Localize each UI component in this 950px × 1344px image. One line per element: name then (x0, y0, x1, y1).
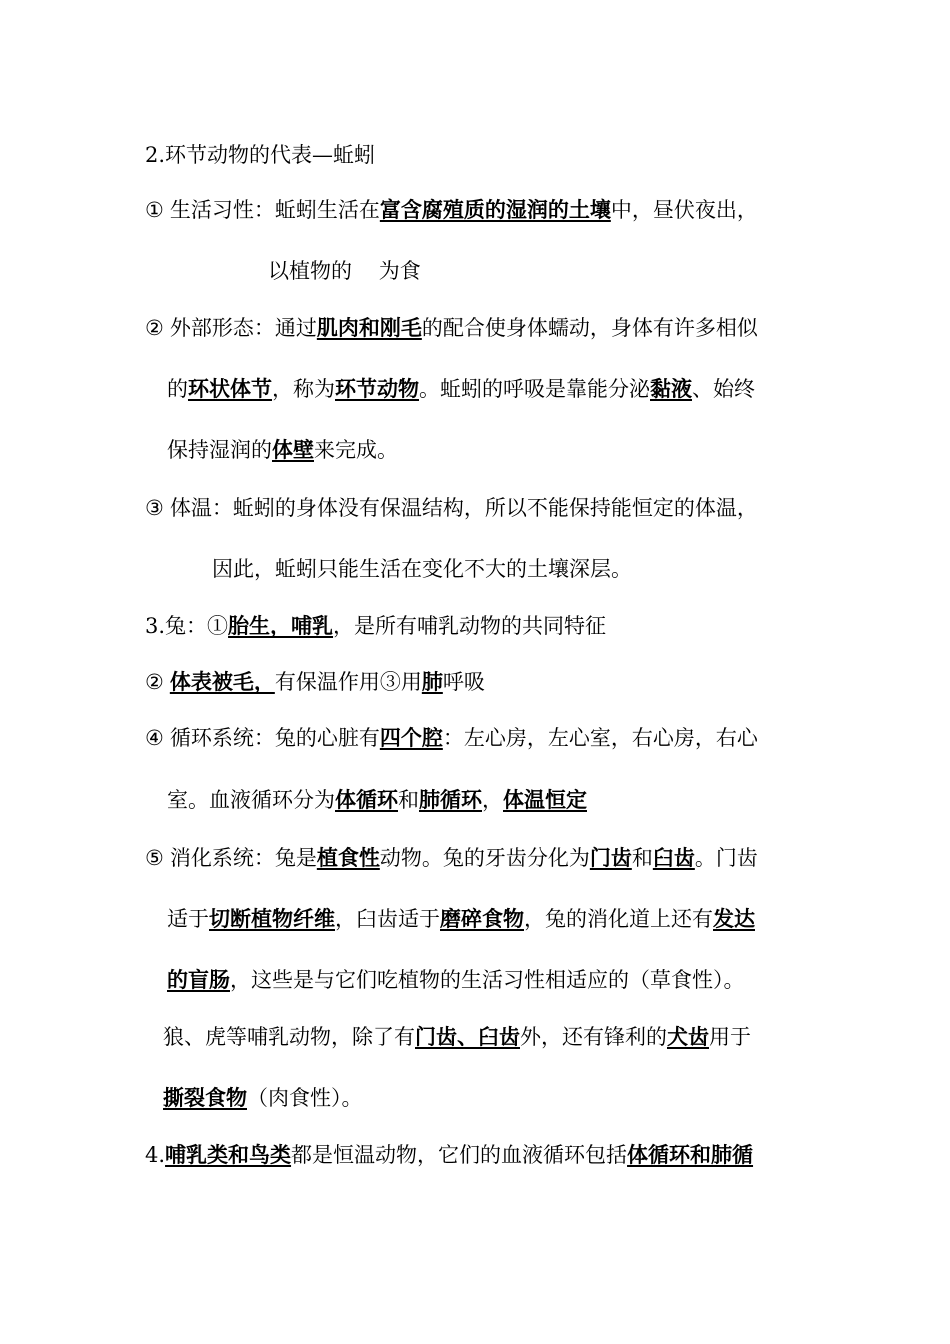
key-term: 体循环 (335, 787, 398, 812)
key-term: 肺 (421, 669, 443, 694)
text-line-10 (145, 668, 485, 696)
key-term: 四个腔 (379, 725, 443, 750)
text-segment: 动物。兔的牙齿分化为 (379, 846, 590, 870)
key-term: 环节动物 (335, 376, 419, 401)
text-segment: 循环系统：兔的心脏有 (169, 726, 380, 750)
text-segment: ，这些是与它们吃植物的生活习性相适应的（草食性）。 (230, 968, 745, 992)
text-segment: 都是恒温动物，它们的血液循环包括 (291, 1143, 628, 1167)
text-segment: 外部形态：通过 (169, 316, 317, 340)
list-number: ④ (145, 726, 164, 750)
text-segment: 为食 (378, 259, 421, 283)
text-segment: 的配合使身体蠕动，身体有许多相似 (421, 316, 758, 340)
text-segment (352, 259, 379, 283)
key-term: 体表被毛， (169, 669, 275, 694)
text-segment: 以植物的 (268, 259, 352, 283)
key-term: 哺乳类和鸟类 (165, 1142, 292, 1167)
text-segment: 3.兔：① (145, 614, 229, 638)
text-segment: 室。血液循环分为 (167, 788, 335, 812)
key-term: 门齿、臼齿 (415, 1024, 520, 1049)
text-segment: 来完成。 (314, 438, 398, 462)
text-line-3 (268, 257, 421, 285)
text-segment: ：左心房，左心室，右心房，右心 (442, 726, 758, 750)
text-segment: 因此，蚯蚓只能生活在变化不大的土壤深层。 (212, 557, 632, 581)
key-term: 磨碎食物 (440, 906, 524, 931)
text-segment: 狼、虎等哺乳动物，除了有 (163, 1025, 415, 1049)
key-term: 门齿 (589, 845, 632, 870)
text-line-9 (145, 612, 606, 640)
key-term: 植食性 (316, 845, 380, 870)
key-term: 体循环和肺循 (627, 1142, 754, 1167)
key-term: 肺循环 (419, 787, 482, 812)
text-segment: 生活习性：蚯蚓生活在 (169, 198, 380, 222)
text-segment: 有保温作用③用 (274, 670, 422, 694)
list-number: ① (145, 198, 164, 222)
text-segment: ，兔的消化道上还有 (524, 907, 713, 931)
text-line-15 (167, 966, 745, 994)
text-segment: 的 (167, 377, 188, 401)
text-line-8 (212, 555, 632, 583)
text-line-6 (167, 436, 398, 464)
key-term: 臼齿 (652, 845, 695, 870)
text-segment: 保持湿润的 (167, 438, 272, 462)
text-line-16 (163, 1023, 751, 1051)
text-segment: 4. (145, 1143, 166, 1167)
text-segment: 中，昼伏夜出， (610, 198, 758, 222)
text-segment: 和 (631, 846, 653, 870)
key-term: 体温恒定 (503, 787, 587, 812)
text-segment: （肉食性）。 (247, 1086, 363, 1110)
text-line-12 (167, 786, 587, 814)
key-term: 发达 (713, 906, 755, 931)
text-segment: 适于 (167, 907, 209, 931)
text-line-1 (145, 141, 375, 169)
key-term: 切断植物纤维 (209, 906, 335, 931)
text-line-18 (145, 1141, 753, 1169)
key-term: 的盲肠 (167, 967, 230, 992)
text-segment: 用于 (709, 1025, 751, 1049)
text-segment: 消化系统：兔是 (169, 846, 317, 870)
text-line-13 (145, 844, 758, 872)
key-term: 环状体节 (188, 376, 272, 401)
text-line-5 (167, 375, 755, 403)
list-number: ② (145, 670, 164, 694)
key-term: 犬齿 (667, 1024, 709, 1049)
text-segment: ，是所有哺乳动物的共同特征 (333, 614, 607, 638)
text-segment: 、始终 (692, 377, 755, 401)
text-line-2 (145, 196, 758, 224)
key-term: 撕裂食物 (163, 1085, 247, 1110)
text-segment: ，臼齿适于 (335, 907, 440, 931)
text-line-4 (145, 314, 758, 342)
text-segment: 外，还有锋利的 (520, 1025, 667, 1049)
text-line-14 (167, 905, 755, 933)
text-segment: ，称为 (272, 377, 335, 401)
text-segment: 2.环节动物的代表—蚯蚓 (145, 143, 376, 167)
key-term: 胎生，哺乳 (228, 613, 334, 638)
text-segment: 体温：蚯蚓的身体没有保温结构，所以不能保持能恒定的体温， (169, 496, 758, 520)
key-term: 体壁 (272, 437, 314, 462)
text-line-7 (145, 494, 758, 522)
list-number: ② (145, 316, 164, 340)
key-term: 富含腐殖质的湿润的土壤 (379, 197, 611, 222)
key-term: 黏液 (650, 376, 692, 401)
text-segment: ， (482, 788, 503, 812)
key-term: 肌肉和刚毛 (316, 315, 422, 340)
text-segment: 。门齿 (694, 846, 758, 870)
text-segment: 和 (398, 788, 419, 812)
list-number: ⑤ (145, 846, 164, 870)
text-segment: 呼吸 (442, 670, 485, 694)
text-segment: 。蚯蚓的呼吸是靠能分泌 (419, 377, 650, 401)
list-number: ③ (145, 496, 164, 520)
text-line-11 (145, 724, 758, 752)
text-line-17 (163, 1084, 363, 1112)
